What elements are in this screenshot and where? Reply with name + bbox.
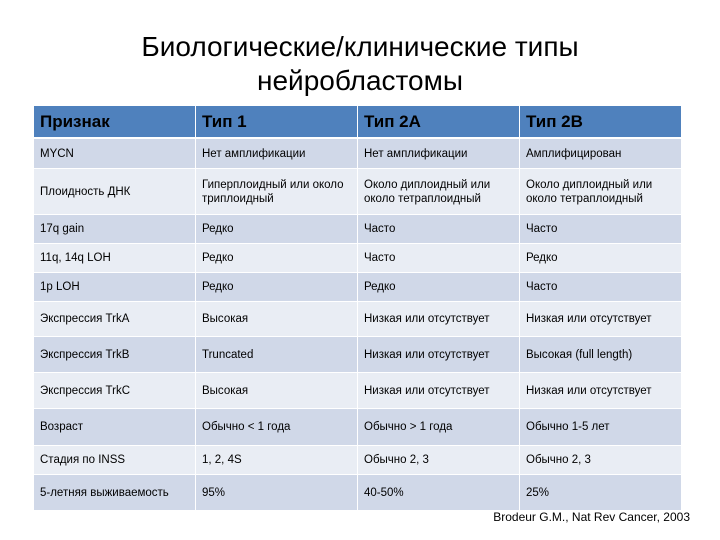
table-cell: 40-50% xyxy=(358,475,520,511)
table-cell: Низкая или отсутствует xyxy=(358,373,520,409)
table-cell: Нет амплификации xyxy=(196,139,358,169)
table-cell: 5-летняя выживаемость xyxy=(34,475,196,511)
table-cell: Экспрессия TrkB xyxy=(34,337,196,373)
table-cell: Часто xyxy=(520,273,682,302)
table-cell: Нет амплификации xyxy=(358,139,520,169)
table-cell: Редко xyxy=(520,244,682,273)
table-cell: Экспрессия TrkC xyxy=(34,373,196,409)
table-cell: Низкая или отсутствует xyxy=(358,302,520,337)
table-cell: Амплифицирован xyxy=(520,139,682,169)
table-cell: Низкая или отсутствует xyxy=(520,373,682,409)
table-row xyxy=(34,273,682,302)
title-line-2: нейробластомы xyxy=(257,65,463,96)
title-line-1: Биологические/клинические типы xyxy=(141,31,579,62)
table-cell: Редко xyxy=(196,244,358,273)
table-cell: Обычно < 1 года xyxy=(196,409,358,446)
table-cell: 1p LOH xyxy=(34,273,196,302)
table-cell: 11q, 14q LOH xyxy=(34,244,196,273)
table-cell: Truncated xyxy=(196,337,358,373)
table-row xyxy=(34,169,682,215)
table-cell: 1, 2, 4S xyxy=(196,446,358,475)
table-row xyxy=(34,475,682,511)
header-type-2a: Тип 2A xyxy=(358,106,520,139)
table-cell: Редко xyxy=(196,215,358,244)
table-cell: Редко xyxy=(358,273,520,302)
table-row xyxy=(34,373,682,409)
table-cell: Низкая или отсутствует xyxy=(358,337,520,373)
page-title xyxy=(0,30,720,98)
table-cell: Высокая (full length) xyxy=(520,337,682,373)
table-cell: Гиперплоидный или около триплоидный xyxy=(196,169,358,215)
table-cell: 25% xyxy=(520,475,682,511)
table-row xyxy=(34,337,682,373)
table-row xyxy=(34,446,682,475)
table-cell: 17q gain xyxy=(34,215,196,244)
table-cell: Около диплоидный или около тетраплоидный xyxy=(520,169,682,215)
table-cell: Стадия по INSS xyxy=(34,446,196,475)
table-cell: Редко xyxy=(196,273,358,302)
table-row xyxy=(34,409,682,446)
table-row xyxy=(34,244,682,273)
table-cell: Возраст xyxy=(34,409,196,446)
table-cell: MYCN xyxy=(34,139,196,169)
table-cell: Высокая xyxy=(196,302,358,337)
table-cell: Обычно 2, 3 xyxy=(358,446,520,475)
table-header-row xyxy=(34,106,682,139)
table-cell: Экспрессия TrkA xyxy=(34,302,196,337)
header-type-2b: Тип 2B xyxy=(520,106,682,139)
table-cell: Высокая xyxy=(196,373,358,409)
header-type-1: Тип 1 xyxy=(196,106,358,139)
table-cell: Часто xyxy=(358,244,520,273)
table-cell: 95% xyxy=(196,475,358,511)
table-row xyxy=(34,139,682,169)
table-row xyxy=(34,302,682,337)
header-feature: Признак xyxy=(34,106,196,139)
neuroblastoma-types-table xyxy=(34,106,682,511)
table-cell: Около диплоидный или около тетраплоидный xyxy=(358,169,520,215)
table-cell: Плоидность ДНК xyxy=(34,169,196,215)
citation: Brodeur G.M., Nat Rev Cancer, 2003 xyxy=(493,510,690,524)
table-cell: Обычно 1-5 лет xyxy=(520,409,682,446)
table-cell: Часто xyxy=(358,215,520,244)
table-cell: Обычно 2, 3 xyxy=(520,446,682,475)
table-cell: Низкая или отсутствует xyxy=(520,302,682,337)
table-cell: Часто xyxy=(520,215,682,244)
table-row xyxy=(34,215,682,244)
table-cell: Обычно > 1 года xyxy=(358,409,520,446)
